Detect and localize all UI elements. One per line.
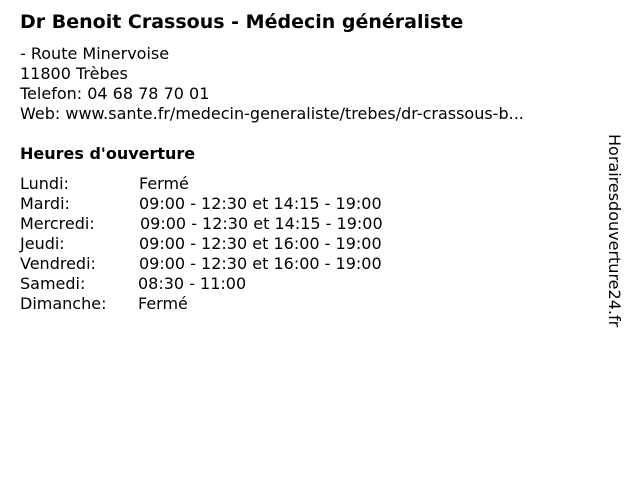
day-label: Mardi: — [20, 194, 70, 213]
day-label: Lundi: — [20, 174, 69, 193]
day-label: Vendredi: — [20, 254, 96, 273]
day-hours: 08:30 - 11:00 — [138, 274, 247, 293]
phone-number: Telefon: 04 68 78 70 01 — [20, 84, 210, 103]
page-title: Dr Benoit Crassous - Médecin généraliste — [20, 11, 464, 33]
day-label: Mercredi: — [20, 214, 95, 233]
day-hours: 09:00 - 12:30 et 14:15 - 19:00 — [139, 194, 382, 213]
site-watermark: Horairesdouverture24.fr — [605, 134, 624, 328]
hours-heading: Heures d'ouverture — [20, 144, 196, 163]
day-hours: Fermé — [138, 294, 188, 313]
day-hours: 09:00 - 12:30 et 14:15 - 19:00 — [140, 214, 383, 233]
website: Web: www.sante.fr/medecin-generaliste/trebes/dr-crassous-b... — [20, 104, 524, 123]
street-address: - Route Minervoise — [20, 44, 170, 63]
day-hours: Fermé — [139, 174, 189, 193]
address-block — [20, 44, 524, 124]
day-label: Dimanche: — [20, 294, 107, 313]
day-label: Jeudi: — [20, 234, 65, 253]
day-hours: 09:00 - 12:30 et 16:00 - 19:00 — [139, 254, 382, 273]
day-hours: 09:00 - 12:30 et 16:00 - 19:00 — [139, 234, 382, 253]
city: 11800 Trèbes — [20, 64, 128, 83]
day-label: Samedi: — [20, 274, 86, 293]
